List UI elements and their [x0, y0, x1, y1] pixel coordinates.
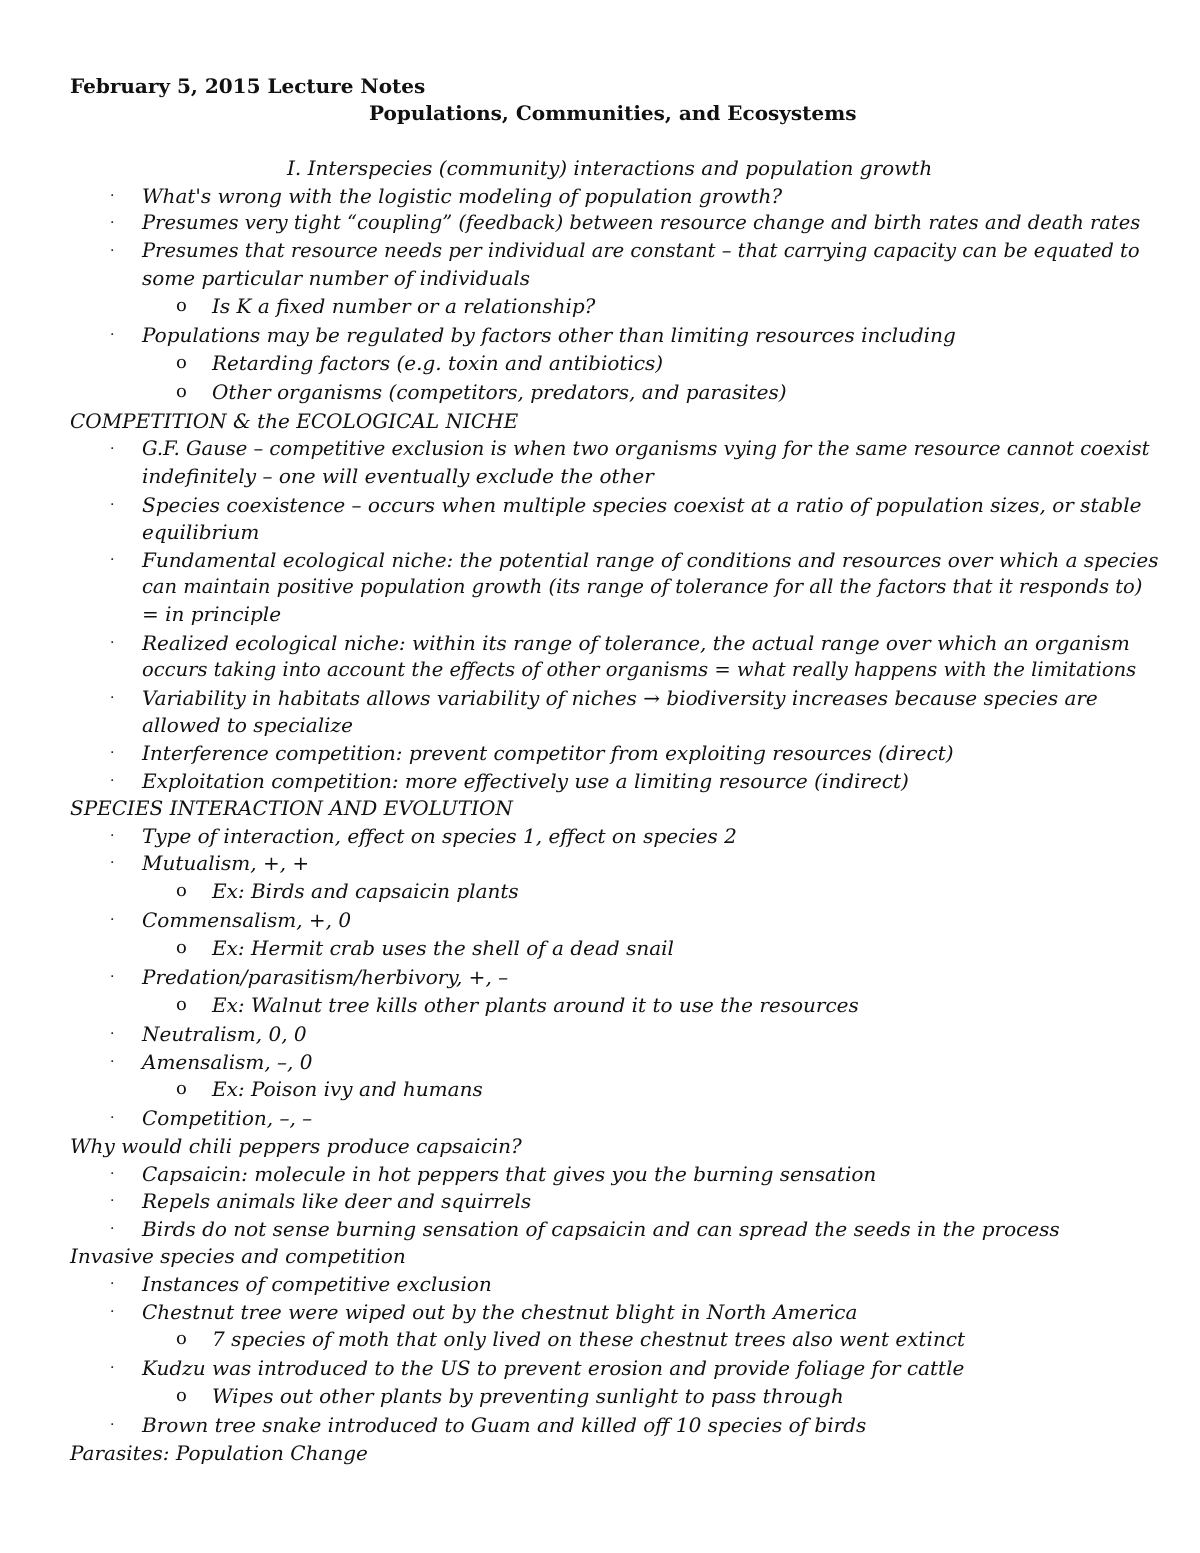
- list-item: Presumes that resource needs per individual are constant – that carrying capacity can be equated to: [142, 239, 1140, 262]
- list-item-continuation: some particular number of individuals: [142, 266, 531, 290]
- sub-list-item: Ex: Poison ivy and humans: [212, 1077, 483, 1101]
- list-item: Interference competition: prevent competitor from exploiting resources (direct): [142, 741, 954, 765]
- sub-list-item: Ex: Hermit crab uses the shell of a dead snail: [212, 936, 674, 960]
- list-item-continuation: occurs taking into account the effects of other organisms = what really happens with the limitations: [142, 658, 1137, 681]
- bullet-marker: ·: [110, 1054, 115, 1070]
- bullet-marker: ·: [110, 690, 115, 706]
- sub-bullet-marker: o: [176, 352, 187, 373]
- bullet-marker: ·: [110, 1360, 115, 1376]
- document-subtitle: Populations, Communities, and Ecosystems: [369, 101, 857, 125]
- section-heading-parasites: Parasites: Population Change: [70, 1441, 368, 1465]
- list-item: Variability in habitats allows variability of niches → biodiversity increases because species are: [142, 686, 1098, 710]
- section-heading-species-interaction: SPECIES INTERACTION AND EVOLUTION: [70, 796, 513, 820]
- list-item: Exploitation competition: more effectively use a limiting resource (indirect): [142, 769, 909, 793]
- list-item: Predation/parasitism/herbivory, +, –: [142, 965, 509, 989]
- sub-list-item: Ex: Walnut tree kills other plants around it to use the resources: [212, 993, 859, 1017]
- bullet-marker: ·: [110, 773, 115, 789]
- list-item: Capsaicin: molecule in hot peppers that gives you the burning sensation: [142, 1162, 877, 1186]
- bullet-marker: ·: [110, 552, 115, 568]
- list-item: Repels animals like deer and squirrels: [142, 1189, 532, 1213]
- sub-list-item: Is K a fixed number or a relationship?: [212, 294, 596, 318]
- bullet-marker: ·: [110, 1193, 115, 1209]
- list-item-continuation: indefinitely – one will eventually exclude the other: [142, 464, 654, 488]
- bullet-marker: ·: [110, 745, 115, 761]
- bullet-marker: ·: [110, 327, 115, 343]
- sub-bullet-marker: o: [176, 994, 187, 1015]
- sub-bullet-marker: o: [176, 1328, 187, 1349]
- bullet-marker: ·: [110, 1417, 115, 1433]
- list-item: What's wrong with the logistic modeling of population growth?: [142, 184, 783, 208]
- sub-bullet-marker: o: [176, 1385, 187, 1406]
- bullet-marker: ·: [110, 188, 115, 204]
- sub-bullet-marker: o: [176, 937, 187, 958]
- list-item: Amensalism, –, 0: [142, 1050, 313, 1074]
- list-item: Instances of competitive exclusion: [142, 1272, 492, 1296]
- list-item: Neutralism, 0, 0: [142, 1022, 307, 1046]
- list-item-continuation: equilibrium: [142, 520, 260, 544]
- sub-bullet-marker: o: [176, 1078, 187, 1099]
- section-heading-interspecies: I. Interspecies (community) interactions and population growth: [287, 156, 933, 180]
- bullet-marker: ·: [110, 828, 115, 844]
- sub-list-item: Wipes out other plants by preventing sunlight to pass through: [212, 1384, 844, 1408]
- bullet-marker: ·: [110, 1026, 115, 1042]
- bullet-marker: ·: [110, 1304, 115, 1320]
- list-item: Type of interaction, effect on species 1, effect on species 2: [142, 824, 737, 848]
- bullet-marker: ·: [110, 243, 115, 259]
- list-item-continuation: can maintain positive population growth (its range of tolerance for all the factors that it responds to): [142, 575, 1143, 598]
- list-item: Realized ecological niche: within its range of tolerance, the actual range over which an organism: [142, 631, 1130, 655]
- list-item: Chestnut tree were wiped out by the chestnut blight in North America: [142, 1300, 858, 1324]
- section-heading-invasive: Invasive species and competition: [70, 1244, 406, 1268]
- bullet-marker: ·: [110, 1221, 115, 1237]
- list-item: Species coexistence – occurs when multiple species coexist at a ratio of population sizes, or stable: [142, 493, 1142, 517]
- list-item: Mutualism, +, +: [142, 851, 310, 875]
- bullet-marker: ·: [110, 1276, 115, 1292]
- list-item: Populations may be regulated by factors other than limiting resources including: [142, 323, 956, 347]
- bullet-marker: ·: [110, 497, 115, 513]
- sub-bullet-marker: o: [176, 381, 187, 402]
- bullet-marker: ·: [110, 855, 115, 871]
- sub-list-item: Other organisms (competitors, predators, and parasites): [212, 380, 787, 404]
- list-item-continuation: = in principle: [142, 602, 282, 626]
- list-item: Commensalism, +, 0: [142, 908, 352, 932]
- list-item: Presumes very tight “coupling” (feedback) between resource change and birth rates and death rates: [142, 211, 1141, 234]
- list-item: Kudzu was introduced to the US to prevent erosion and provide foliage for cattle: [142, 1356, 965, 1380]
- sub-list-item: Retarding factors (e.g. toxin and antibiotics): [212, 351, 664, 375]
- sub-bullet-marker: o: [176, 880, 187, 901]
- list-item: G.F. Gause – competitive exclusion is when two organisms vying for the same resource cannot coexist: [142, 437, 1150, 460]
- list-item: Fundamental ecological niche: the potential range of conditions and resources over which a species: [142, 548, 1159, 572]
- sub-list-item: 7 species of moth that only lived on these chestnut trees also went extinct: [212, 1327, 966, 1351]
- bullet-marker: ·: [110, 969, 115, 985]
- bullet-marker: ·: [110, 1166, 115, 1182]
- bullet-marker: ·: [110, 912, 115, 928]
- list-item: Birds do not sense burning sensation of capsaicin and can spread the seeds in the process: [142, 1217, 1060, 1241]
- list-item: Competition, –, –: [142, 1106, 313, 1130]
- bullet-marker: ·: [110, 441, 115, 457]
- list-item-continuation: allowed to specialize: [142, 713, 353, 737]
- bullet-marker: ·: [110, 1110, 115, 1126]
- bullet-marker: ·: [110, 215, 115, 231]
- sub-list-item: Ex: Birds and capsaicin plants: [212, 879, 519, 903]
- section-heading-capsaicin: Why would chili peppers produce capsaicin?: [70, 1134, 522, 1158]
- document-date-title: February 5, 2015 Lecture Notes: [70, 74, 426, 98]
- section-heading-competition: COMPETITION & the ECOLOGICAL NICHE: [70, 409, 519, 433]
- bullet-marker: ·: [110, 635, 115, 651]
- list-item: Brown tree snake introduced to Guam and killed off 10 species of birds: [142, 1413, 867, 1437]
- sub-bullet-marker: o: [176, 295, 187, 316]
